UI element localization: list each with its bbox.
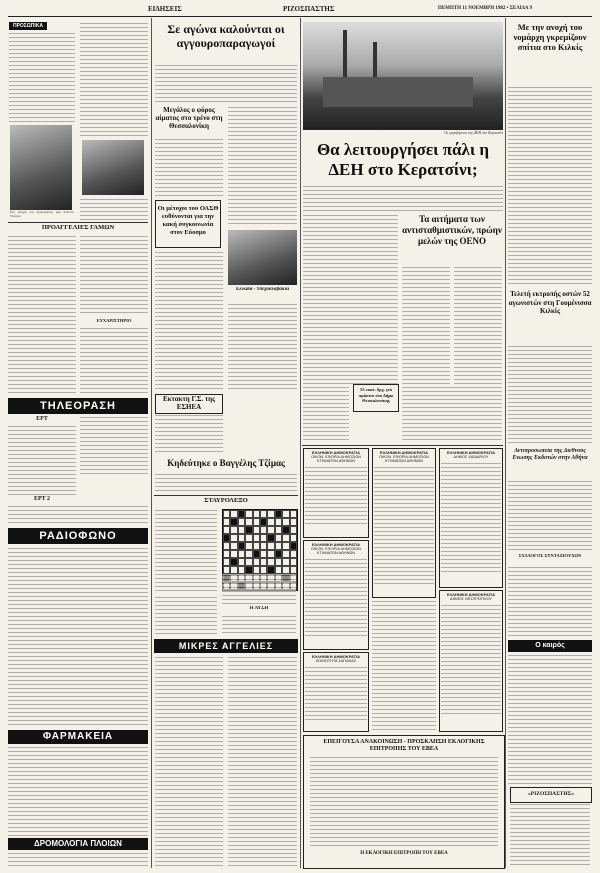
rizospastis-box-title: «ΡΙΖΟΣΠΑΣΤΗΣ» [510, 787, 592, 803]
goumenissa-text [508, 345, 592, 445]
ad-6-body: ΔΗΜΟΣ ΘΕΣΠΡΩΤΙΚΟΥ [450, 597, 492, 601]
marriages-text-1 [8, 235, 76, 395]
headline-cucumbers: Σε αγώνα καλούνται οι αγγουροπαραγωγοί [167, 22, 285, 50]
ert2-label: ΕΡΤ 2 [33, 496, 51, 502]
public-notice-3 [303, 652, 369, 732]
ad-5-title: ΕΛΛΗΝΙΚΗ ΔΗΜΟΚΡΑΤΙΑ [446, 450, 496, 455]
photo-caption-dei: Οι εργαζόμενοι της ΔΕΗ στο Κερατσίνι [444, 131, 503, 135]
ships-schedule [8, 852, 148, 868]
public-notice-4 [372, 448, 436, 598]
pensioners-title: ΣΥΛΛΟΓΟΣ ΣΥΝΤΑΞΙΟΥΧΩΝ [518, 553, 582, 558]
tv-title: ΤΗΛΕΟΡΑΣΗ [8, 398, 148, 414]
crossword-clues-across [155, 509, 217, 593]
sports-text [228, 303, 297, 391]
headline-oeno: Τα αιτήματα των αντισταθμιστικών, πρώην μελών της ΟΕΝΟ [402, 214, 502, 246]
solution-text [222, 615, 296, 635]
pharmacies-list [8, 746, 148, 836]
obituary-label: ΠΡΟΣΩΠΙΚΑ [9, 22, 47, 30]
sports-caption: Ελλάδα - Τσεχοσλοβακία [235, 287, 290, 292]
ad-3-title: ΕΛΛΗΝΙΚΗ ΔΗΜΟΚΡΑΤΙΑ [311, 654, 361, 659]
marriages-title: ΠΡΟΑΓΓΕΛΙΕΣ ΓΑΜΩΝ [41, 224, 115, 231]
public-notice-1 [303, 448, 369, 538]
power-plant-photo [303, 22, 503, 130]
thank-you-title: ΕΥΧΑΡΙΣΤΗΡΙΟ [96, 318, 132, 323]
ad-1-body: ΟΙΚΟΝ. ΕΦΟΡΙΑ ΔΗΜΟΣΙΩΝ ΚΤΗΜΑΤΩΝ ΑΘΗΝΩΝ [311, 455, 361, 463]
thank-you-text [80, 327, 148, 395]
eshea-text [155, 414, 223, 454]
oeno-text-2 [454, 266, 502, 384]
green-budget-box: 55 εκατ. δρχ. γιά πράσινο στο Δήμο Θεσσαλονίκης [353, 384, 399, 412]
tzimas-text [155, 473, 297, 493]
oeno-text-3 [402, 386, 502, 442]
kilkis-text [508, 86, 592, 286]
announcement-title: ΕΠΕΙΓΟΥΣΑ ΑΝΑΚΟΙΝΩΣΗ - ΠΡΟΣΚΛΗΣΗ ΕΚΛΟΓΙΚΗΣ ΕΠΙΤΡΟΠΗΣ ΤΟΥ ΕΒΕΑ [323, 739, 485, 752]
headline-oasth: Οι μέτοχοι του ΟΑΣΘ ευθύνονται για την κακή συγκοινωνία στον Εύοσμο [155, 200, 221, 248]
ad-2-title: ΕΛΛΗΝΙΚΗ ΔΗΜΟΚΡΑΤΙΑ [311, 542, 361, 547]
solution-title: Η ΛΥΣΗ [249, 606, 269, 611]
dei-lead [303, 185, 503, 211]
headline-publishers: Αντιπροσωπεία της Διεθνούς Ενωσης Εκδοτών στην Αθήνα [512, 448, 588, 461]
ebea-announcement [303, 735, 505, 869]
announcement-signature: Η ΕΚΛΟΓΙΚΗ ΕΠΙΤΡΟΠΗ ΤΟΥ ΕΒΕΑ [360, 851, 448, 856]
radio-schedule [8, 547, 148, 727]
headline-goumenissa: Τελετή εκτροπής οστών 52 αγωνιστών στη Γουμένισσα Κιλκίς [508, 290, 592, 315]
publishers-text [508, 480, 592, 550]
crossword-clues-more [155, 596, 217, 636]
ert2-schedule [8, 505, 148, 525]
public-notice-6 [439, 590, 503, 732]
pharmacies-title: ΦΑΡΜΑΚΕΙΑ [8, 730, 148, 744]
weather-title: Ο καιρός [508, 640, 592, 652]
dei-text [303, 214, 398, 384]
oeno-text-1 [402, 266, 450, 384]
oasth-text [155, 251, 223, 391]
headline-tzimas: Κηδεύτηκε ο Βαγγέλης Τζίμας [167, 458, 285, 468]
ad-3-body: ΚΟΙΝΟΤΗΤΑ ΣΑΠΑΝΑΣ [315, 659, 357, 663]
headline-train: Μεγάλος ο φόρος αίματος στο τρένο στη Θεσσαλονίκη [155, 106, 223, 130]
photo-caption-left: Στη μνήμη του αγαπημένου μας Στέλιου Τσούκα [10, 210, 74, 219]
page-header [8, 4, 592, 17]
ert-schedule-2 [80, 416, 148, 476]
announcement-body [310, 756, 498, 848]
classifieds-col-1 [155, 656, 223, 866]
ad-4-body: ΟΙΚΟΝ. ΕΦΟΡΙΑ ΔΗΜΟΣΙΩΝ ΚΤΗΜΑΤΩΝ ΑΘΗΝΩΝ [379, 455, 429, 463]
obituary-text-2 [80, 22, 148, 137]
public-notice-text [372, 600, 436, 732]
dei-text-2 [303, 386, 349, 442]
obituary-text [9, 32, 75, 122]
crossword-title: ΣΤΑΥΡΟΛΕΞΟ [204, 497, 248, 504]
crossword-clues-down [222, 574, 296, 604]
ad-4-title: ΕΛΛΗΝΙΚΗ ΔΗΜΟΚΡΑΤΙΑ [379, 450, 429, 455]
pensioners-text [508, 566, 592, 638]
weather-text [508, 654, 592, 784]
header-right: ΠΕΜΠΤΗ 11 ΝΟΕΜΒΡΗ 1982 • ΣΕΛΙΔΑ 9 [438, 6, 532, 11]
ad-5-body: ΔΗΜΟΣ ΧΑΪΔΑΡΙΟΥ [453, 455, 489, 459]
portrait-photo-2 [82, 140, 144, 195]
marriages-text-2 [80, 235, 148, 315]
ad-1-title: ΕΛΛΗΝΙΚΗ ΔΗΜΟΚΡΑΤΙΑ [311, 450, 361, 455]
headline-kilkis: Με την ανοχή του νομάρχη γκρεμίζουν σπίτια στο Κιλκίς [513, 22, 587, 52]
ert1-schedule [8, 425, 76, 495]
cucumbers-text [155, 64, 297, 104]
sports-photo [228, 230, 297, 285]
header-left: ΕΙΔΗΣΕΙΣ [148, 5, 182, 13]
obituary-text-3 [80, 198, 148, 220]
headline-eshea: Εκτακτη Γ.Σ. της ΕΣΗΕΑ [155, 394, 223, 414]
classifieds-title: ΜΙΚΡΕΣ ΑΓΓΕΛΙΕΣ [154, 639, 298, 653]
train-text [155, 138, 223, 198]
portrait-photo-1 [10, 125, 72, 210]
ad-6-title: ΕΛΛΗΝΙΚΗ ΔΗΜΟΚΡΑΤΙΑ [446, 592, 496, 597]
public-notice-5 [439, 448, 503, 588]
classifieds-col-2 [228, 656, 297, 866]
cucumbers-text-2 [228, 106, 297, 226]
public-notice-2 [303, 540, 369, 650]
ert1-label: ΕΡΤ [36, 416, 48, 422]
ships-title: ΔΡΟΜΟΛΟΓΙΑ ΠΛΟΙΩΝ [8, 838, 148, 850]
rizospastis-box-text [510, 803, 590, 865]
radio-title: ΡΑΔΙΟΦΩΝΟ [8, 528, 148, 544]
headline-dei: Θα λειτουργήσει πάλι η ΔΕΗ στο Κερατσίνι; [316, 140, 490, 179]
header-center: ΡΙΖΟΣΠΑΣΤΗΣ [283, 5, 335, 13]
ad-2-body: ΟΙΚΟΝ. ΕΦΟΡΙΑ ΔΗΜΟΣΙΩΝ ΚΤΗΜΑΤΩΝ ΑΘΗΝΩΝ [311, 547, 361, 555]
